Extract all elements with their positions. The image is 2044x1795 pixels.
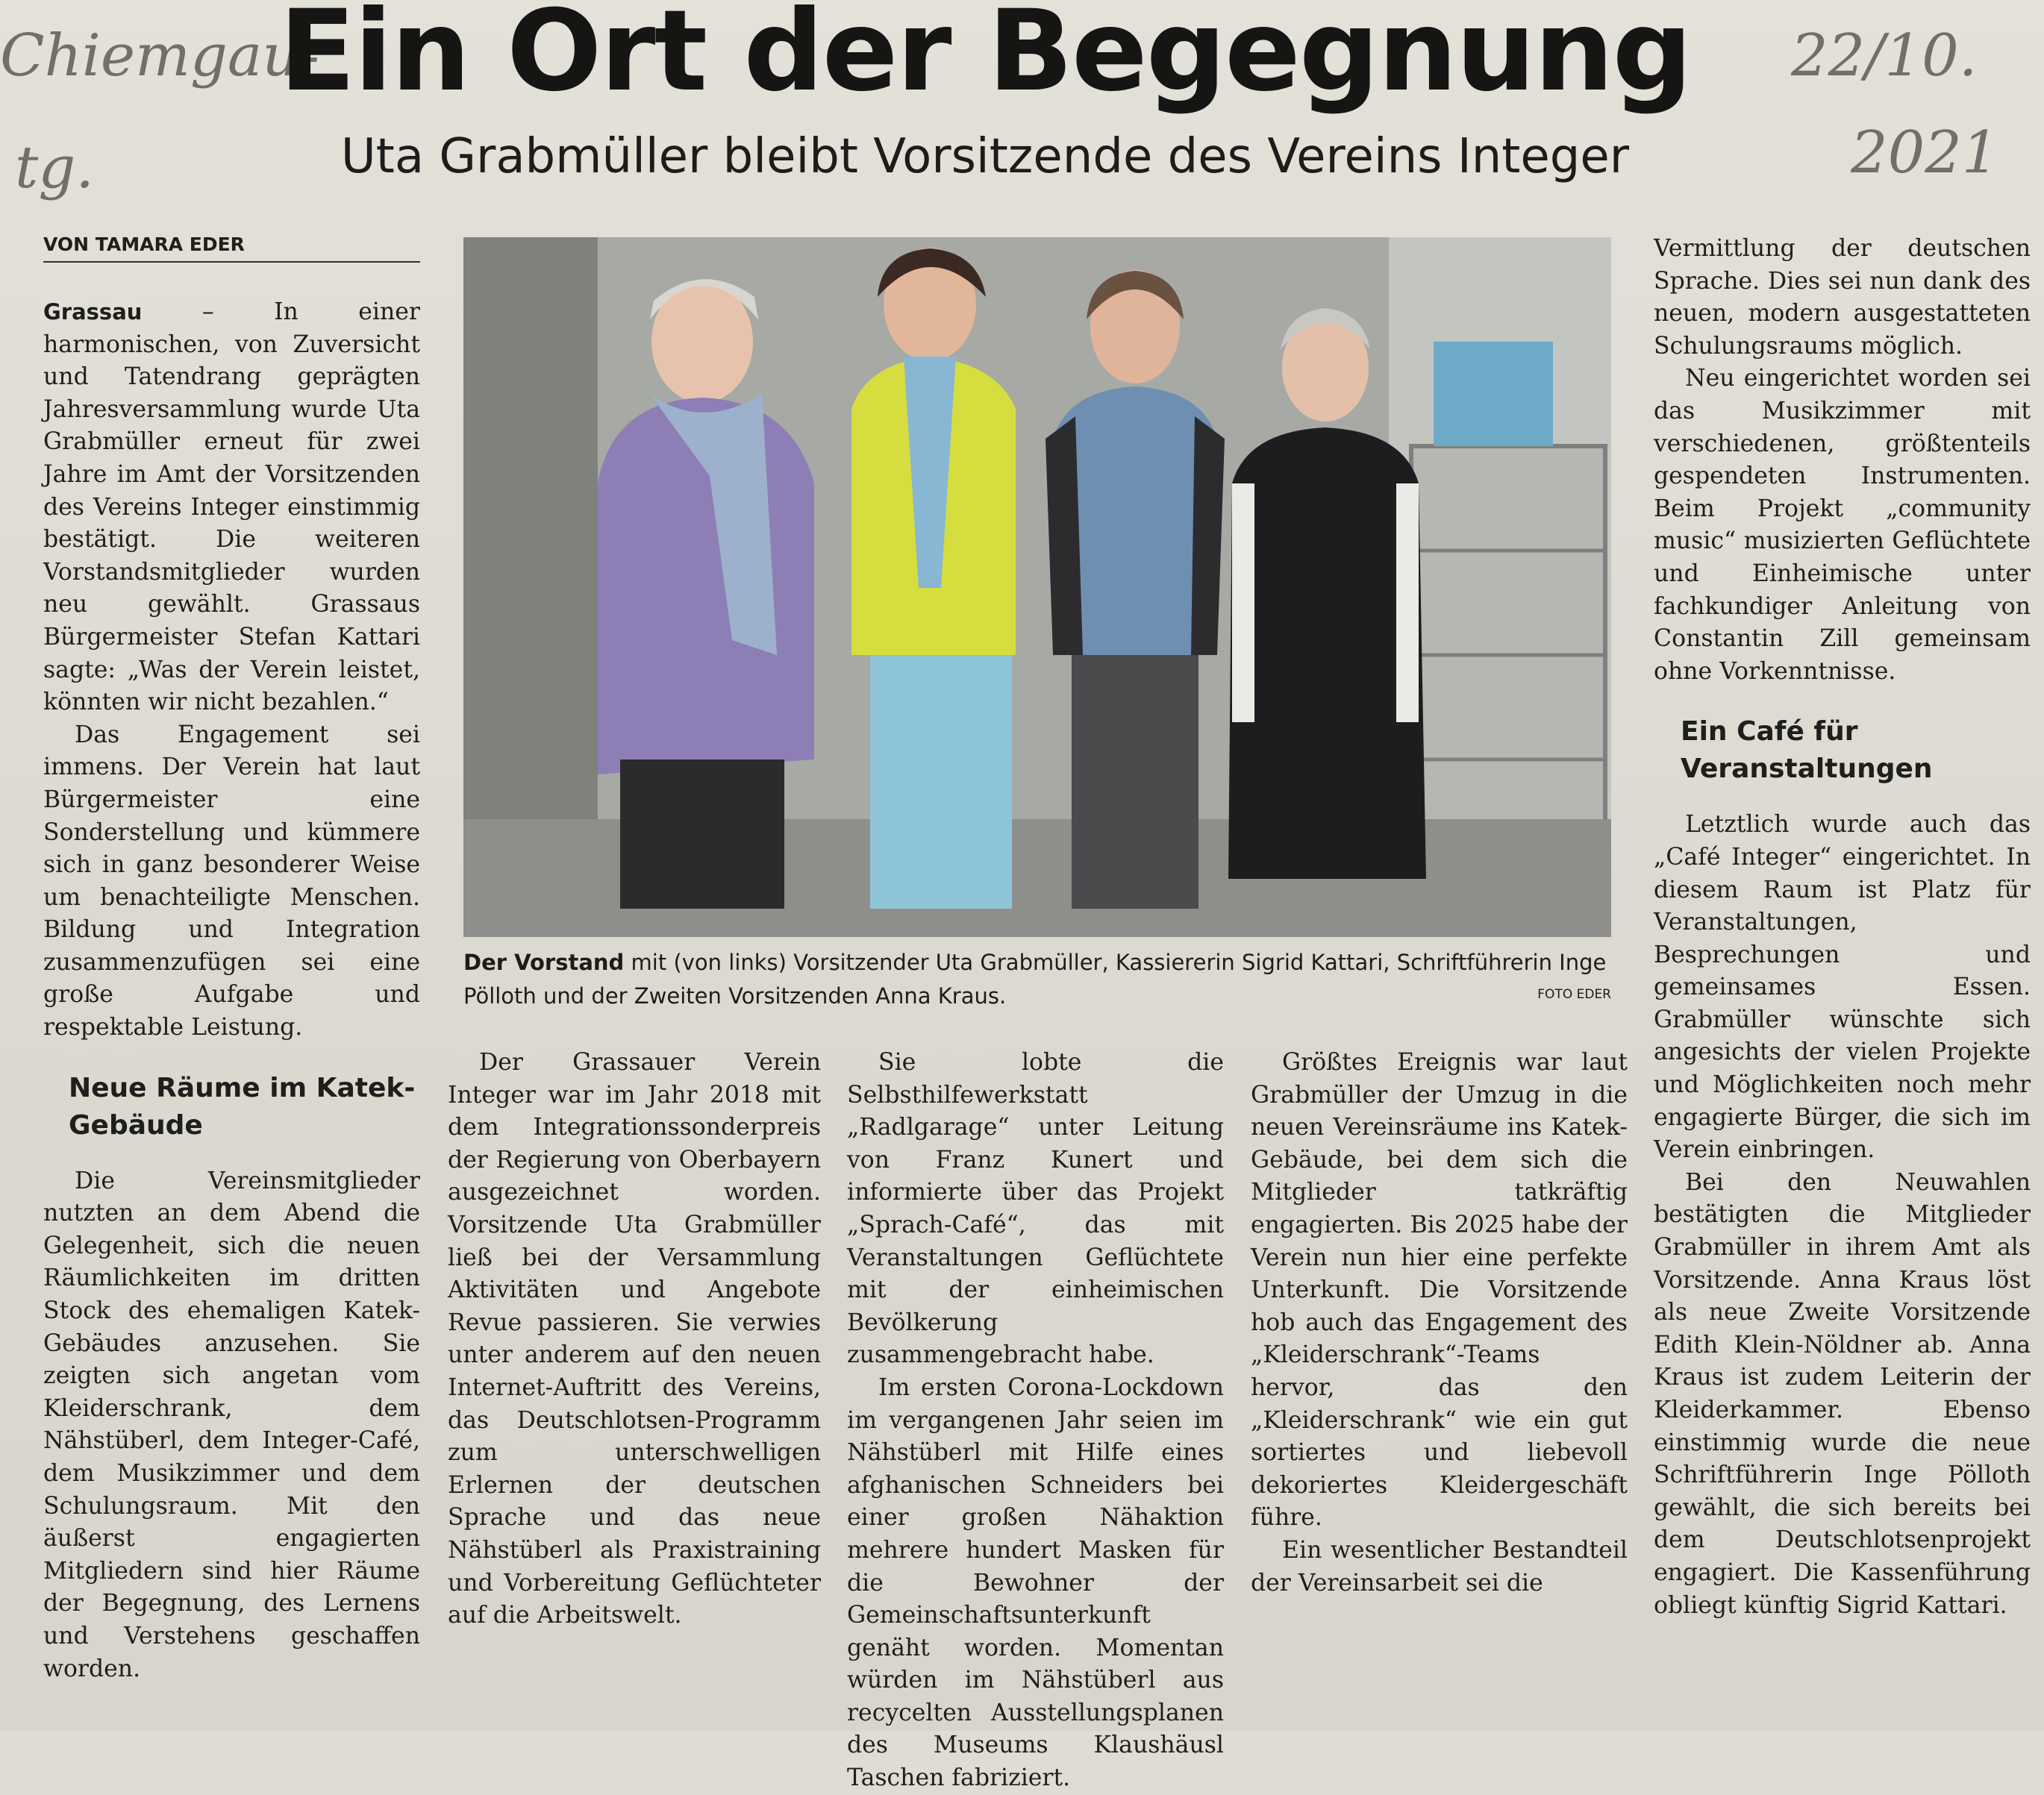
paragraph: Im ersten Corona-Lockdown im vergangenen Jahr seien im Nähstüberl mit Hilfe eines afghanischen Schneiders bei einer großen Nähaktion mehrere hundert Masken für die Bewohner der Gemeinschaftsunterkunft genäht worden. Momentan würden im Nähstüberl aus recycelten Ausstellungsplanen des Museums Klaushäusl Taschen fabriziert. (847, 1373, 1224, 1792)
paragraph: Sie lobte die Selbsthilfewerkstatt „Radlgarage“ unter Leitung von Franz Kunert und informierte über das Projekt „Sprach-Café“, das mit Veranstaltungen Geflüchtete mit der einheimischen Bevölkerung zusammengebracht habe. (847, 1049, 1224, 1369)
photo-credit: FOTO EDER (1537, 987, 1611, 1002)
caption-text: mit (von links) Vorsitzender Uta Grabmüller, Kassiererin Sigrid Kattari, Schriftführerin Inge Pölloth und der Zweiten Vorsitzenden Anna Kraus. (463, 950, 1607, 1009)
subheading: Ein Café für Veranstaltungen (1681, 716, 1933, 785)
article-column-2 (448, 1047, 821, 1632)
paragraph (43, 296, 420, 719)
article-column-5 (1654, 233, 2031, 1622)
photo-caption (463, 946, 1611, 1013)
paragraph: Die Vereinsmitglieder nutzten an dem Abend die Gelegenheit, sich die neuen Räumlichkeiten im dritten Stock des ehemaligen Katek-Gebäudes anzusehen. Sie zeigten sich angetan vom Kleiderschrank, dem Nähstüberl, dem Integer-Café, dem Musikzimmer und dem Schulungsraum. Mit den äußerst engagierten Mitgliedern sind hier Räume der Begegnung, des Lernens und Verstehens geschaffen worden. (43, 1167, 420, 1682)
paragraph: Der Grassauer Verein Integer war im Jahr 2018 mit dem Integrationssonderpreis der Regierung von Oberbayern ausgezeichnet worden. Vorsitzende Uta Grabmüller ließ bei der Versammlung Aktivitäten und Angebote Revue passieren. Sie verwies unter anderem auf den neuen Internet-Auftritt des Vereins, das Deutschlotsen-Programm zum unterschwelligen Erlernen der deutschen Sprache und das neue Nähstüberl als Praxistraining und Vorbereitung Geflüchteter auf die Arbeitswelt. (448, 1049, 821, 1629)
handwritten-date: 22/10. (1791, 22, 1978, 90)
subheading: Neue Räume im Katek-Gebäude (69, 1072, 416, 1141)
paragraph: Größtes Ereignis war laut Grabmüller der Umzug in die neuen Vereinsräume ins Katek-Gebäude, bei dem sich die Mitglieder tatkräftig engagierten. Bis 2025 habe der Verein nun hier eine perfekte Unterkunft. Die Vorsitzende hob auch das Engagement des „Kleiderschrank“-Teams hervor, das den „Kleiderschrank“ wie ein gut sortiertes und liebevoll dekoriertes Kleidergeschäft führe. (1251, 1049, 1628, 1532)
article-photo (463, 237, 1611, 937)
paragraph: Das Engagement sei immens. Der Verein hat laut Bürgermeister eine Sonderstellung und kümmere sich in ganz besonderer Weise um benachteiligte Menschen. Bildung und Integration zusammenzufügen sei eine große Aufgabe und respektable Leistung. (43, 721, 420, 1041)
paragraph: Neu eingerichtet worden sei das Musikzimmer mit verschiedenen, größtenteils gespendeten Instrumenten. Beim Projekt „community music“ musizierten Geflüchtete und Einheimische unter fachkundiger Anleitung von Constantin Zill gemeinsam ohne Vorkenntnisse. (1654, 365, 2031, 685)
paragraph: Bei den Neuwahlen bestätigten die Mitglieder Grabmüller in ihrem Amt als Vorsitzende. Anna Kraus löst als neue Zweite Vorsitzende Edith Klein-Nöldner ab. Anna Kraus ist zudem Leiterin der Kleiderkammer. Ebenso einstimmig wurde die neue Schriftführerin Inge Pölloth gewählt, die sich bereits bei dem Deutschlotsenprojekt engagiert. Die Kassenführung obliegt künftig Sigrid Kattari. (1654, 1168, 2031, 1619)
photo-board-members (463, 237, 1611, 937)
headline: Ein Ort der Begegnung (279, 0, 1691, 116)
article-column-1 (43, 296, 420, 1685)
byline: VON TAMARA EDER (43, 231, 420, 263)
dateline: Grassau (43, 299, 143, 325)
handwritten-year: 2021 (1851, 119, 1999, 187)
subheadline: Uta Grabmüller bleibt Vorsitzende des Vereins Integer (340, 129, 1630, 184)
caption-lead: Der Vorstand (463, 950, 625, 975)
article-column-3 (847, 1047, 1224, 1795)
paragraph: Letztlich wurde auch das „Café Integer“ eingerichtet. In diesem Raum ist Platz für Veranstaltungen, Besprechungen und gemeinsames Essen. Grabmüller wünschte sich angesichts der vielen Projekte und Möglichkeiten noch mehr engagierte Bürger, die sich im Verein einbringen. (1654, 811, 2031, 1164)
article-column-4 (1251, 1047, 1628, 1600)
handwritten-source-note-2: tg. (15, 134, 95, 201)
handwritten-source-note: Chiemgau- (0, 22, 320, 90)
paragraph: Vermittlung der deutschen Sprache. Dies sei nun dank des neuen, modern ausgestatteten Schulungsraums möglich. (1654, 235, 2031, 360)
paragraph: Ein wesentlicher Bestandteil der Vereinsarbeit sei die (1251, 1536, 1628, 1597)
paragraph-text: – In einer harmonischen, von Zuversicht und Tatendrang geprägten Jahresversammlung wurde Uta Grabmüller erneut für zwei Jahre im Amt der Vorsitzenden des Vereins Integer einstimmig bestätigt. Die weiteren Vorstandsmitglieder wurden neu gewählt. Grassaus Bürgermeister Stefan Kattari sagte: „Was der Verein leistet, könnten wir nicht bezahlen.“ (43, 298, 420, 716)
